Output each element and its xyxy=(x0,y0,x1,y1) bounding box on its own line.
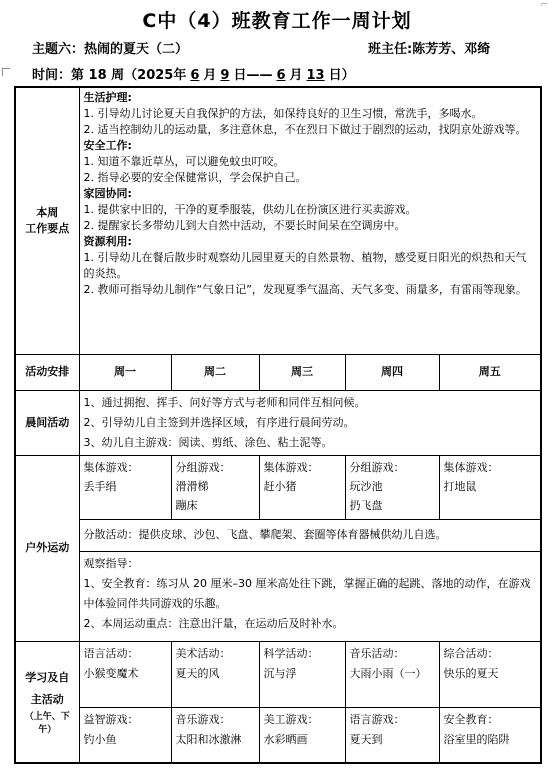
day-start: 9 xyxy=(220,68,230,83)
learning-label-line3: （上午、下午） xyxy=(24,711,70,735)
day-thursday: 周四 xyxy=(345,354,439,390)
day-wednesday: 周三 xyxy=(259,354,345,390)
morning-line: 3、幼儿自主游戏：阅读、剪纸、涂色、粘土泥等。 xyxy=(83,435,333,449)
game-name: 玩沙池 扔飞盘 xyxy=(349,479,383,512)
month-end: 6 xyxy=(276,68,286,83)
morning-row xyxy=(15,390,541,455)
observation-line: 2、本周运动重点：注意出汗量，在运动后及时补水。 xyxy=(83,616,344,630)
focus-content xyxy=(79,87,541,354)
learning-row-1 xyxy=(15,641,541,707)
outdoor-game-fri xyxy=(439,455,541,519)
activity-name: 浴室里的陷阱 xyxy=(443,732,510,746)
day-monday: 周一 xyxy=(79,354,171,390)
learning-label xyxy=(15,641,79,763)
week-suffix: 日） xyxy=(328,68,355,83)
game-type: 分组游戏： xyxy=(175,460,231,474)
month-start: 6 xyxy=(190,68,200,83)
week-prefix: 时间：第 18 周（2025年 xyxy=(32,68,187,83)
teacher-label: 班主任:陈芳芳、邓绮 xyxy=(368,42,491,57)
learning-mon-2 xyxy=(79,707,171,763)
learning-fri-1 xyxy=(439,641,541,707)
outdoor-observation xyxy=(79,551,541,641)
outdoor-label: 户外运动 xyxy=(15,455,79,641)
outdoor-game-mon xyxy=(79,455,171,519)
learning-thu-2 xyxy=(345,707,439,763)
game-name: 滑滑梯 蹦床 xyxy=(175,479,209,512)
activity-name: 小猴变魔术 xyxy=(83,666,139,680)
activity-name: 夏天到 xyxy=(349,732,383,746)
margin-mark xyxy=(2,68,10,76)
activity-name: 沉与浮 xyxy=(263,666,297,680)
focus-line: 2. 适当控制幼儿的运动量，多注意休息，不在烈日下做过于剧烈的运动，找阴京处游戏等。 xyxy=(83,123,527,136)
activity-type: 美术活动： xyxy=(175,646,231,660)
day-friday: 周五 xyxy=(439,354,541,390)
learning-fri-2 xyxy=(439,707,541,763)
focus-line: 2. 教师可指导幼儿制作“气象日记”，发现夏季气温高、天气多变、雨量多，有雷雨等现象。 xyxy=(83,283,527,296)
activity-type: 音乐游戏： xyxy=(175,712,231,726)
activity-type: 科学活动： xyxy=(263,646,319,660)
weekly-plan-table xyxy=(14,86,542,764)
activity-name: 水彩晒画 xyxy=(263,732,308,746)
schedule-label: 活动安排 xyxy=(15,354,79,390)
learning-wed-2 xyxy=(259,707,345,763)
morning-line: 2、引导幼儿自主签到并选择区域，有序进行晨间劳动。 xyxy=(83,415,355,429)
focus-row xyxy=(15,87,541,354)
morning-line: 1、通过拥抱、挥手、问好等方式与老师和同伴互相问候。 xyxy=(83,395,366,409)
outdoor-game-thu xyxy=(345,455,439,519)
activity-name: 太阳和冰激淋 xyxy=(175,732,242,746)
activity-type: 益智游戏： xyxy=(83,712,139,726)
morning-label: 晨间活动 xyxy=(15,390,79,455)
focus-label xyxy=(15,87,79,354)
focus-heading: 安全工作: xyxy=(83,139,132,152)
outdoor-game-wed xyxy=(259,455,345,519)
document-title: C中（4）班教育工作一周计划 xyxy=(142,10,412,32)
learning-mon-1 xyxy=(79,641,171,707)
activity-name: 夏天的风 xyxy=(175,666,220,680)
focus-line: 1. 知道不靠近草丛，可以避免蚊虫叮咬。 xyxy=(83,155,285,168)
learning-tue-1 xyxy=(171,641,259,707)
learning-tue-2 xyxy=(171,707,259,763)
theme-label: 主题六：热闹的夏天（二） xyxy=(32,42,189,57)
outdoor-scatter-row xyxy=(15,519,541,551)
month-label-start: 月 xyxy=(203,68,217,83)
observation-line: 1、安全教育：练习从 20 厘米–30 厘米高处往下跳，掌握正确的起跳、落地的动作，在游戏中体验同伴共同游戏的乐趣。 xyxy=(83,576,531,610)
learning-thu-1 xyxy=(345,641,439,707)
learning-label-line2: 主活动 xyxy=(30,692,64,706)
week-line xyxy=(32,64,355,83)
activity-type: 语言活动： xyxy=(83,646,139,660)
game-name: 丢手绢 xyxy=(83,479,117,493)
game-name: 赶小猪 xyxy=(263,479,297,493)
learning-wed-1 xyxy=(259,641,345,707)
week-separator: 日—— xyxy=(233,68,273,83)
schedule-header-row xyxy=(15,354,541,390)
learning-row-2 xyxy=(15,707,541,763)
focus-line: 1. 提供家中旧的，干净的夏季服装，供幼儿在扮演区进行买卖游戏。 xyxy=(83,203,417,216)
activity-type: 安全教育： xyxy=(443,712,499,726)
corner-mark: ⌐ xyxy=(540,0,548,10)
activity-type: 美工游戏： xyxy=(263,712,319,726)
activity-type: 语言游戏： xyxy=(349,712,405,726)
day-end: 13 xyxy=(306,68,325,83)
focus-line: 2. 指导必要的安全保健常识，学会保护自己。 xyxy=(83,171,307,184)
morning-content xyxy=(79,390,541,455)
game-type: 集体游戏： xyxy=(443,460,499,474)
activity-name: 快乐的夏天 xyxy=(443,666,499,680)
focus-line: 1. 引导幼儿在餐后散步时观察幼儿园里夏天的自然景物、植物，感受夏日阳光的炽热和天气的炎热。 xyxy=(83,251,527,280)
outdoor-observation-row xyxy=(15,551,541,641)
outdoor-game-tue xyxy=(171,455,259,519)
game-type: 集体游戏： xyxy=(83,460,139,474)
focus-heading: 生活护理: xyxy=(83,91,132,104)
game-name: 打地鼠 xyxy=(443,479,477,493)
activity-type: 音乐活动： xyxy=(349,646,405,660)
activity-name: 大雨小雨（一） xyxy=(349,666,427,680)
focus-label-line1: 本周 xyxy=(36,205,59,219)
game-type: 集体游戏： xyxy=(263,460,319,474)
day-tuesday: 周二 xyxy=(171,354,259,390)
game-type: 分组游戏： xyxy=(349,460,405,474)
focus-heading: 家园协同: xyxy=(83,187,132,200)
focus-line: 2. 提醒家长多带幼儿到大自然中活动，不要长时间呆在空调房中。 xyxy=(83,219,406,232)
focus-line: 1. 引导幼儿讨论夏天自我保护的方法，如保持良好的卫生习惯，常洗手，多喝水。 xyxy=(83,107,483,120)
focus-label-line2: 工作要点 xyxy=(25,221,70,235)
month-label-end: 月 xyxy=(289,68,303,83)
outdoor-scatter: 分散活动：提供皮球、沙包、飞盘、攀爬架、套圈等体育器械供幼儿自选。 xyxy=(79,519,541,551)
outdoor-games-row xyxy=(15,455,541,519)
observation-title: 观察指导： xyxy=(83,556,139,570)
focus-heading: 资源利用: xyxy=(83,235,132,248)
activity-name: 钓小鱼 xyxy=(83,732,117,746)
activity-type: 综合活动： xyxy=(443,646,499,660)
learning-label-line1: 学习及自 xyxy=(25,670,70,684)
